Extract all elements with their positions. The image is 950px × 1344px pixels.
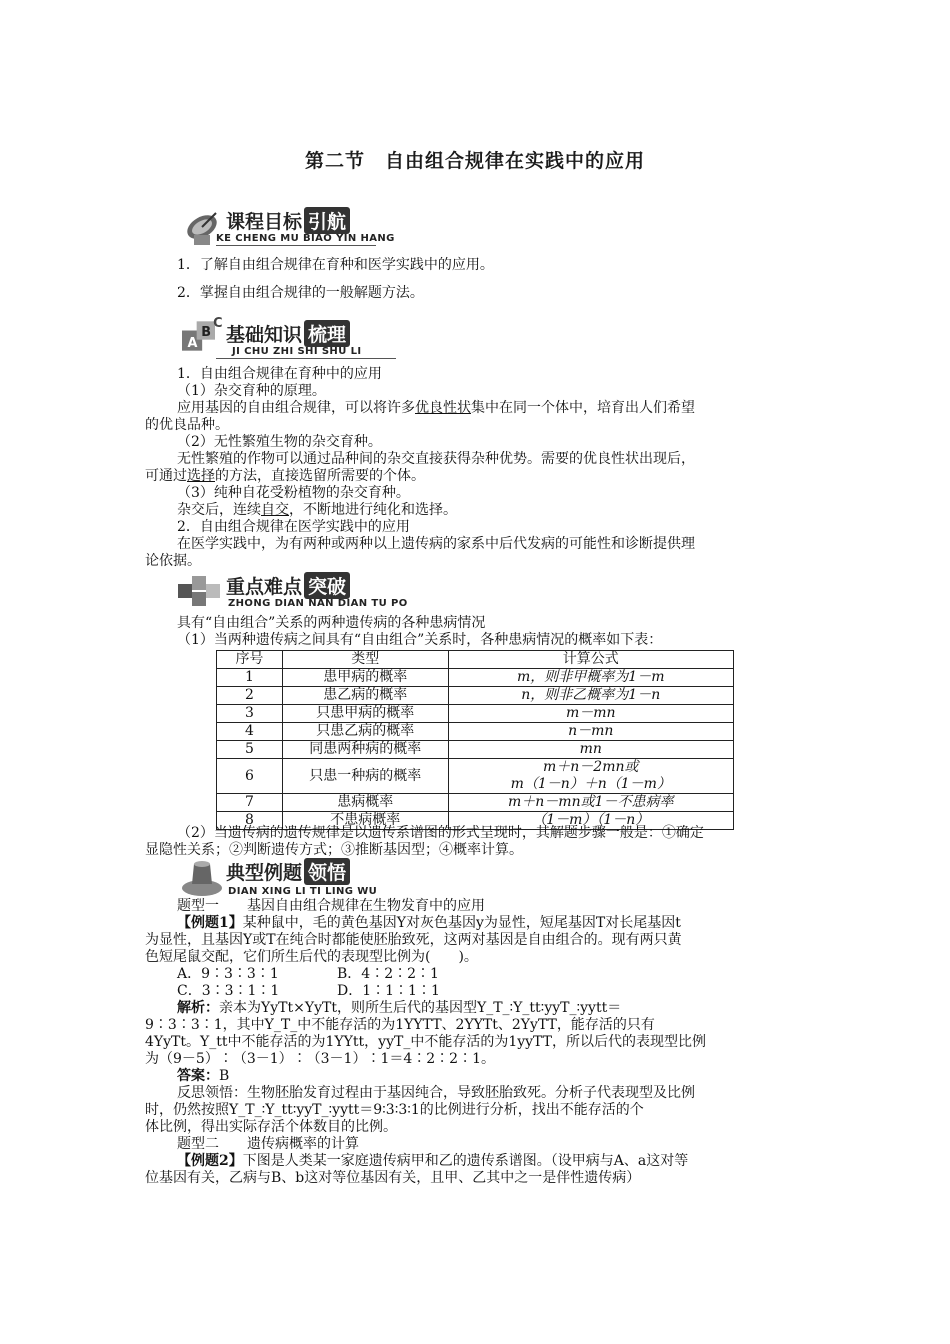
table-cell: （1－m）（1－n） <box>448 812 733 830</box>
reflection-line-3: 体比例，得出实际存活个体数目的比例。 <box>145 1119 397 1135</box>
banner-main: 课程目标 <box>226 211 303 233</box>
table-cell: 只患甲病的概率 <box>282 705 448 723</box>
answer-line: 答案：B <box>177 1068 230 1084</box>
table-cell: mn <box>448 741 733 759</box>
flask-icon <box>176 856 232 900</box>
banner-main: 典型例题 <box>226 862 303 884</box>
table-header: 计算公式 <box>448 651 733 669</box>
table-cell: 3 <box>217 705 283 723</box>
abc-blocks-icon <box>176 314 232 358</box>
example-1-line-1: 【例题1】某种鼠中，毛的黄色基因Y对灰色基因y为显性，短尾基因T对长尾基因t <box>177 915 681 931</box>
table-cell: 患甲病的概率 <box>282 669 448 687</box>
svg-text:C: C <box>213 315 223 331</box>
table-cell: 不患病概率 <box>282 812 448 830</box>
banner-highlight: 突破 <box>304 572 350 599</box>
probability-table <box>216 650 734 830</box>
basic-line-6: 无性繁殖的作物可以通过品种间的杂交直接获得杂种优势。需要的优良性状出现后， <box>177 451 695 467</box>
goal-1: 1．了解自由组合规律在育种和医学实践中的应用。 <box>177 257 494 273</box>
example-1-line-3: 色短尾鼠交配，它们所生后代的表现型比例为( )。 <box>145 949 478 965</box>
banner-rule <box>216 245 376 246</box>
basic-line-5: （2）无性繁殖生物的杂交育种。 <box>177 434 382 450</box>
banner-pinyin: KE CHENG MU BIAO YIN HANG <box>216 233 395 244</box>
banner-highlight: 领悟 <box>304 858 350 885</box>
banner-rule <box>216 358 396 359</box>
banner-main: 基础知识 <box>226 324 303 346</box>
banner-course-goal <box>176 205 395 249</box>
table-cell: 只患一种病的概率 <box>282 759 448 794</box>
key-line-1: 具有“自由组合”关系的两种遗传病的各种患病情况 <box>177 615 486 631</box>
table-cell: 患病概率 <box>282 794 448 812</box>
basic-line-9: 杂交后，连续自交，不断地进行纯化和选择。 <box>177 502 457 518</box>
example-1-line-2: 为显性，且基因Y或T在纯合时都能使胚胎致死，这两对基因是自由组合的。现有两只黄 <box>145 932 682 948</box>
banner-pinyin: ZHONG DIAN NAN DIAN TU PO <box>228 598 408 609</box>
banner-main: 重点难点 <box>226 576 303 598</box>
banner-typical-examples <box>176 856 396 900</box>
table-cell: 6 <box>217 759 283 794</box>
key-line-4: 显隐性关系；②判断遗传方式；③推断基因型；④概率计算。 <box>145 842 523 858</box>
table-cell: 2 <box>217 687 283 705</box>
basic-line-12: 论依据。 <box>145 553 201 569</box>
banner-pinyin: JI CHU ZHI SHI SHU LI <box>232 346 362 357</box>
option-a: A．9∶3∶3∶1 <box>177 966 279 982</box>
type-two-heading: 题型二 遗传病概率的计算 <box>177 1136 359 1152</box>
banner-highlight: 引航 <box>304 207 350 234</box>
table-cell: 1 <box>217 669 283 687</box>
table-cell: m＋n－2mn或 m（1－n）＋n（1－m） <box>448 759 733 794</box>
key-line-2: （1）当两种遗传病之间具有“自由组合”关系时，各种患病情况的概率如下表： <box>177 632 663 648</box>
reflection-line-1: 反思领悟：生物胚胎发育过程由于基因纯合，导致胚胎致死。分析子代表现型及比例 <box>177 1085 695 1101</box>
example-2-line-2: 位基因有关，乙病与B、b这对等位基因有关，且甲、乙其中之一是伴性遗传病） <box>145 1170 641 1186</box>
table-row <box>217 705 734 723</box>
basic-line-2: （1）杂交育种的原理。 <box>177 383 326 399</box>
option-b: B．4∶2∶2∶1 <box>337 966 439 982</box>
table-cell: 同患两种病的概率 <box>282 741 448 759</box>
analysis-line-3: 4YyTt。Y_tt中不能存活的为1YYtt，yyT_中不能存活的为1yyTT，所以后代的表现型比例 <box>145 1034 706 1050</box>
table-cell: 4 <box>217 723 283 741</box>
cubes-icon <box>176 570 232 614</box>
table-row <box>217 723 734 741</box>
table-cell: n，则非乙概率为1－n <box>448 687 733 705</box>
table-cell: 只患乙病的概率 <box>282 723 448 741</box>
type-one-heading: 题型一 基因自由组合规律在生物发育中的应用 <box>177 898 485 914</box>
basic-line-10: 2．自由组合规律在医学实践中的应用 <box>177 519 410 535</box>
reflection-line-2: 时，仍然按照Y_T_∶Y_tt∶yyT_∶yytt＝9∶3∶3∶1的比例进行分析，找出不能存活的个 <box>145 1102 644 1118</box>
banner-highlight: 梳理 <box>304 320 350 347</box>
table-cell: 患乙病的概率 <box>282 687 448 705</box>
table-cell: m＋n－mn或1－不患病率 <box>448 794 733 812</box>
example-2-line-1: 【例题2】下图是人类某一家庭遗传病甲和乙的遗传系谱图。（设甲病与A、a这对等 <box>177 1153 689 1169</box>
table-row <box>217 759 734 794</box>
table-cell: 7 <box>217 794 283 812</box>
table-header: 类型 <box>282 651 448 669</box>
key-line-3: （2）当遗传病的遗传规律是以遗传系谱图的形式呈现时，其解题步骤一般是：①确定 <box>177 825 704 841</box>
blank-answer: 选择 <box>187 468 215 484</box>
analysis-line-2: 9∶3∶3∶1，其中Y_T_中不能存活的为1YYTT、2YYTt、2YyTT，能存活的只有 <box>145 1017 655 1033</box>
analysis-line-4: 为（9－5）∶（3－1）∶（3－1）∶1＝4∶2∶2∶1。 <box>145 1051 495 1067</box>
basic-line-8: （3）纯种自花受粉植物的杂交育种。 <box>177 485 410 501</box>
banner-pinyin: DIAN XING LI TI LING WU <box>228 886 378 897</box>
option-d: D．1∶1∶1∶1 <box>337 983 440 999</box>
table-cell: m，则非甲概率为1－m <box>448 669 733 687</box>
table-row <box>217 687 734 705</box>
table-header-row <box>217 651 734 669</box>
blank-answer: 优良性状 <box>415 400 471 416</box>
basic-line-1: 1．自由组合规律在育种中的应用 <box>177 366 382 382</box>
table-cell: 5 <box>217 741 283 759</box>
goal-2: 2．掌握自由组合规律的一般解题方法。 <box>177 285 424 301</box>
basic-line-4: 的优良品种。 <box>145 417 229 433</box>
option-c: C．3∶3∶1∶1 <box>177 983 280 999</box>
table-cell: 8 <box>217 812 283 830</box>
table-cell: m－mn <box>448 705 733 723</box>
basic-line-7: 可通过选择的方法，直接选留所需要的个体。 <box>145 468 425 484</box>
table-row <box>217 741 734 759</box>
svg-text:B: B <box>201 325 212 340</box>
blank-answer: 自交 <box>261 502 289 518</box>
table-header: 序号 <box>217 651 283 669</box>
table-row <box>217 669 734 687</box>
banner-basic-knowledge <box>176 314 406 358</box>
svg-text:A: A <box>187 336 198 351</box>
basic-line-3: 应用基因的自由组合规律，可以将许多优良性状集中在同一个体中，培育出人们希望 <box>177 400 695 416</box>
page-title: 第二节 自由组合规律在实践中的应用 <box>304 150 645 172</box>
analysis-line-1: 解析：亲本为YyTt×YyTt，则所生后代的基因型Y_T_∶Y_tt∶yyT_∶yytt＝ <box>177 1000 622 1016</box>
basic-line-11: 在医学实践中，为有两种或两种以上遗传病的家系中后代发病的可能性和诊断提供理 <box>177 536 695 552</box>
table-row <box>217 794 734 812</box>
banner-key-points <box>176 570 408 614</box>
table-cell: n－mn <box>448 723 733 741</box>
